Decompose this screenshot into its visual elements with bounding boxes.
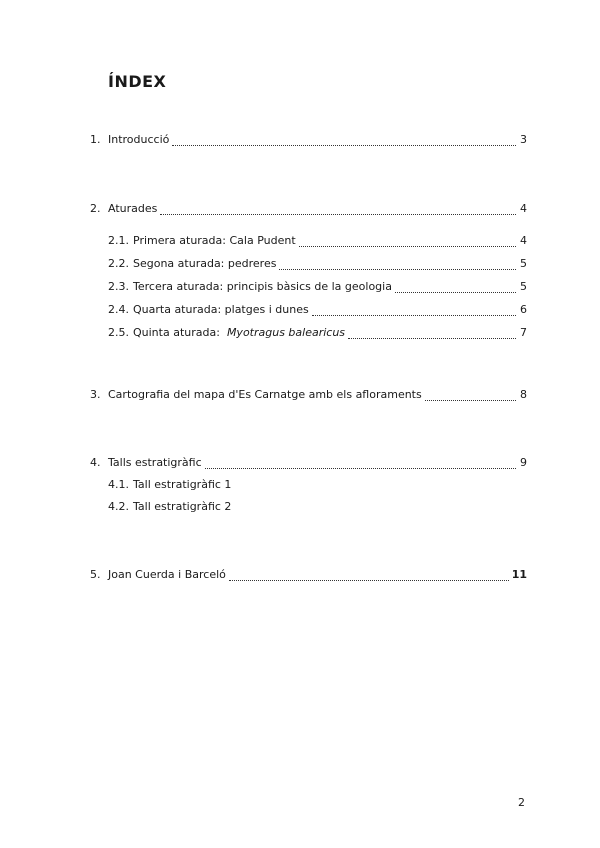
toc-entry-page: 9 [520,456,527,469]
toc-entry-cala-pudent[interactable] [108,234,527,250]
toc-entry-introduccio[interactable] [90,133,527,149]
toc-entry-label [133,326,345,339]
toc-entry-label: Tall estratigràfic 1 [133,478,232,491]
toc-entry-talls[interactable] [90,456,527,472]
dot-leader [348,338,516,339]
toc-entry-page: 3 [520,133,527,146]
dot-leader [299,246,516,247]
page-title: ÍNDEX [108,72,167,91]
toc-entry-aturades[interactable] [90,202,527,218]
toc-entry-number: 4.1. [108,478,129,491]
toc-entry-number: 4. [90,456,101,469]
toc-entry-label: Talls estratigràfic [108,456,202,469]
page-number: 2 [518,796,525,809]
toc-entry-page: 6 [520,303,527,316]
toc-entry-page: 5 [520,280,527,293]
toc-entry-number: 2. [90,202,101,215]
toc-entry-myotragus[interactable] [108,326,527,342]
dot-leader [160,214,516,215]
toc-entry-label: Primera aturada: Cala Pudent [133,234,296,247]
toc-entry-label-text: Quinta aturada: [133,326,220,339]
toc-entry-principis-geologia[interactable] [108,280,527,296]
toc-entry-number: 2.4. [108,303,129,316]
toc-entry-page: 8 [520,388,527,401]
dot-leader [172,145,516,146]
dot-leader [205,468,516,469]
toc-entry-joan-cuerda[interactable] [90,568,527,584]
toc-entry-tall-1[interactable] [108,478,231,494]
toc-entry-label: Segona aturada: pedreres [133,257,277,270]
toc-entry-label: Cartografia del mapa d'Es Carnatge amb els afloraments [108,388,422,401]
toc-entry-page: 5 [520,257,527,270]
toc-entry-number: 3. [90,388,101,401]
toc-entry-number: 5. [90,568,101,581]
toc-entry-label: Quarta aturada: platges i dunes [133,303,309,316]
toc-entry-number: 4.2. [108,500,129,513]
toc-entry-page: 7 [520,326,527,339]
toc-entry-number: 2.5. [108,326,129,339]
toc-entry-label: Aturades [108,202,158,215]
toc-entry-platges-dunes[interactable] [108,303,527,319]
toc-entry-label: Introducció [108,133,170,146]
toc-entry-number: 2.3. [108,280,129,293]
toc-entry-tall-2[interactable] [108,500,231,516]
dot-leader [279,269,516,270]
toc-entry-cartografia[interactable] [90,388,527,404]
toc-entry-label-species: Myotragus balearicus [226,326,346,339]
dot-leader [395,292,516,293]
toc-entry-label: Tercera aturada: principis bàsics de la geologia [133,280,392,293]
toc-entry-pedreres[interactable] [108,257,527,273]
toc-entry-label: Joan Cuerda i Barceló [108,568,226,581]
dot-leader [229,580,509,581]
toc-entry-number: 2.2. [108,257,129,270]
dot-leader [312,315,516,316]
toc-entry-page: 4 [520,202,527,215]
toc-entry-label: Tall estratigràfic 2 [133,500,232,513]
dot-leader [425,400,516,401]
toc-entry-page: 4 [520,234,527,247]
toc-entry-number: 2.1. [108,234,129,247]
toc-entry-number: 1. [90,133,101,146]
toc-entry-page: 11 [511,568,527,581]
